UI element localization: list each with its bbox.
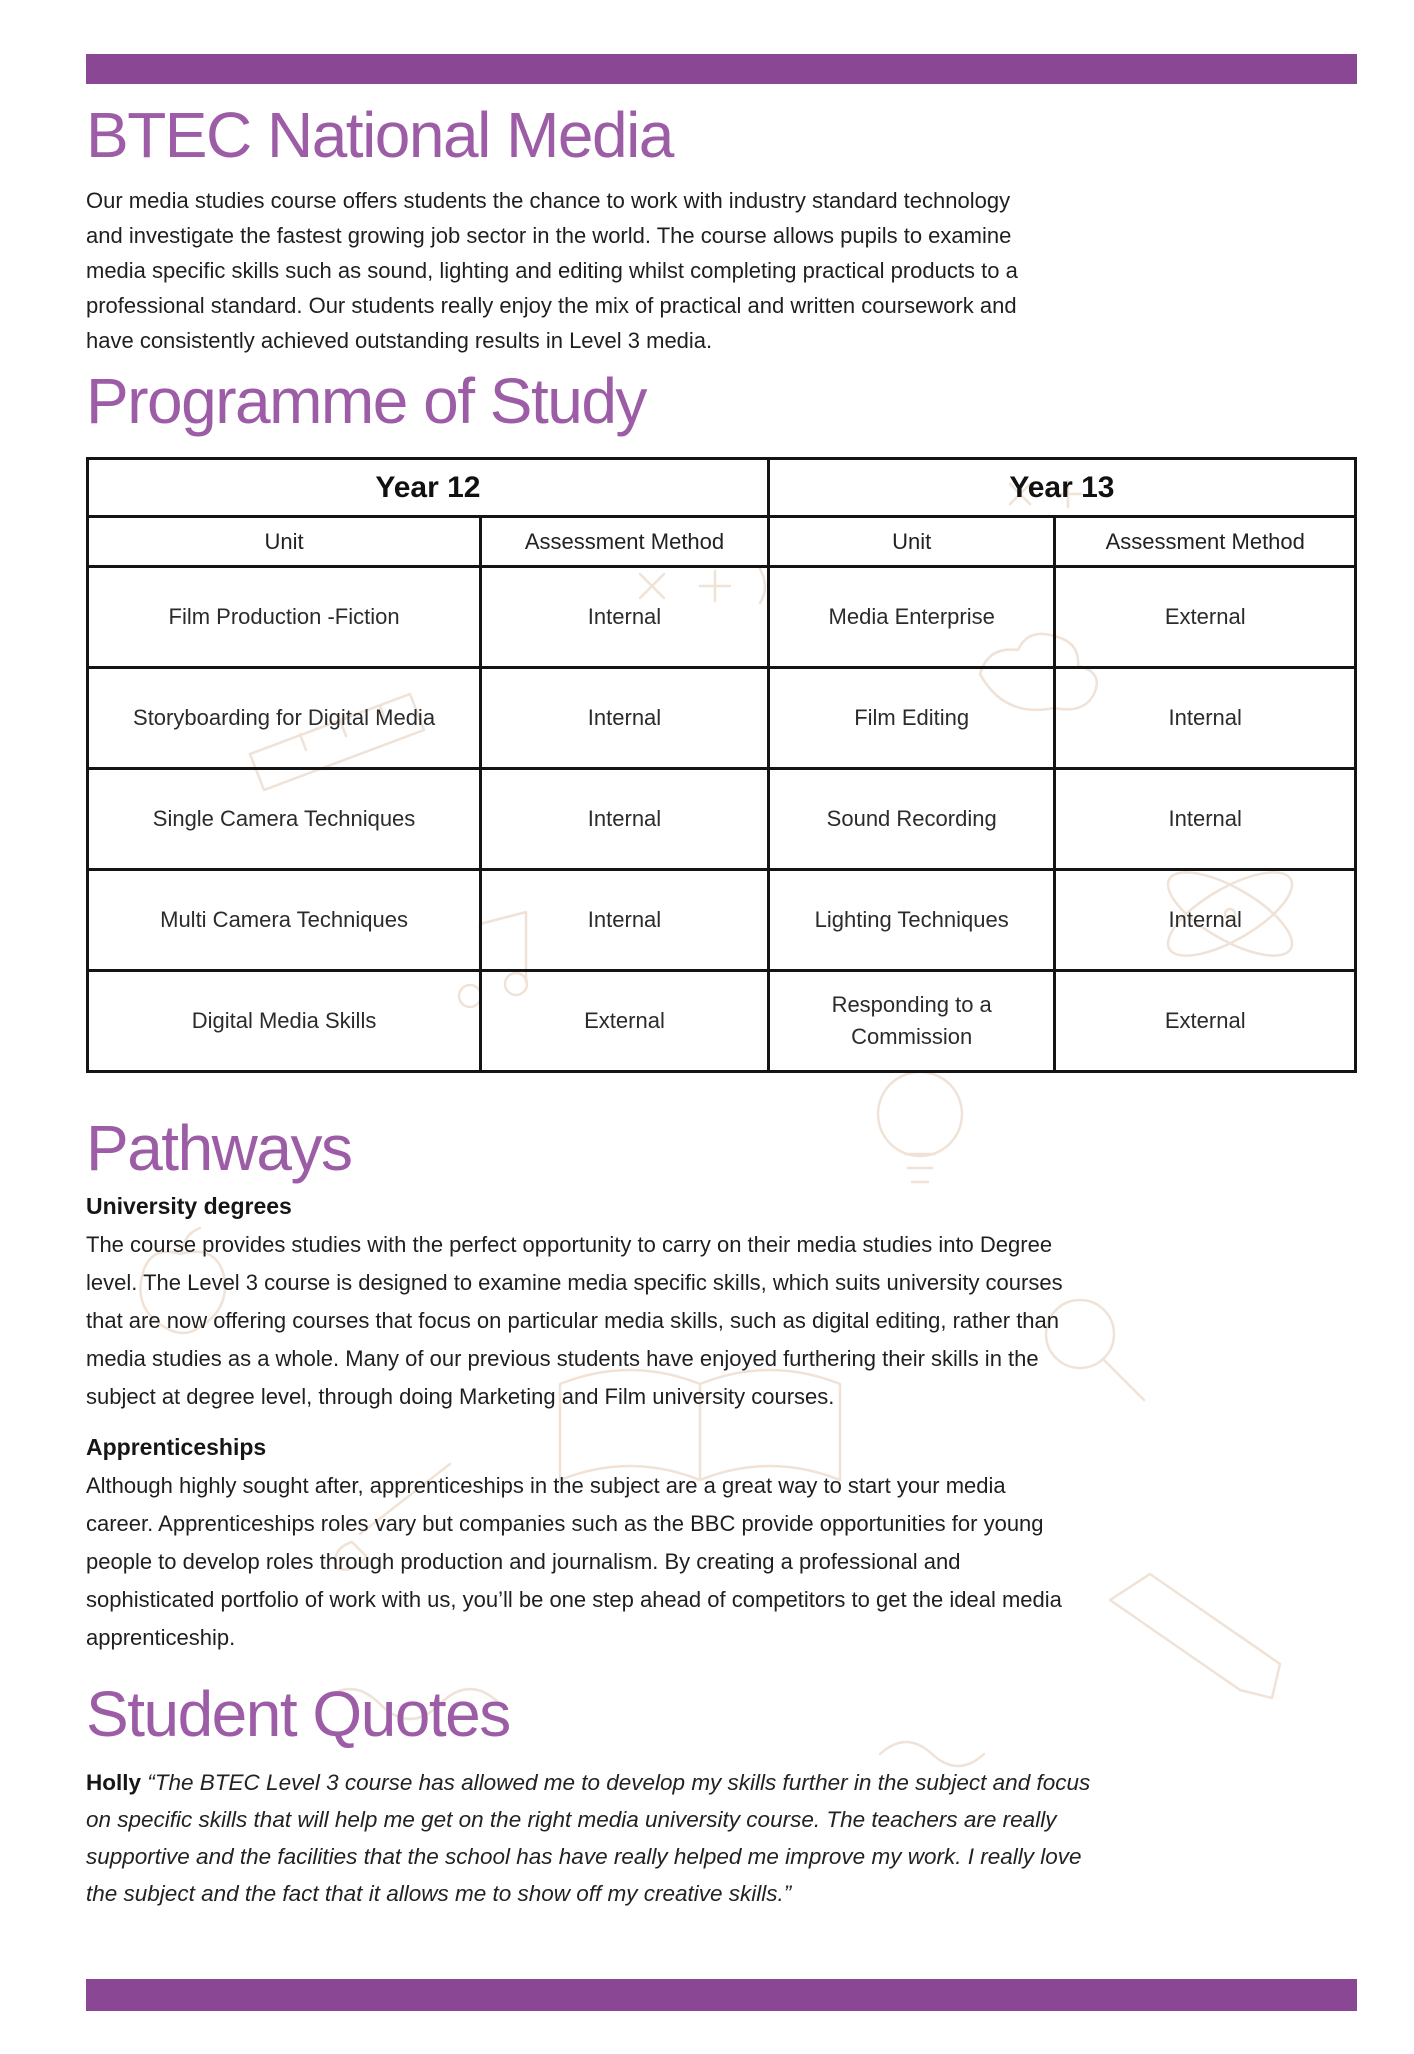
apprenticeships-subheading: Apprenticeships: [86, 1433, 267, 1460]
intro-paragraph: Our media studies course offers students the chance to work with industry standard technology and investigate the fastest growing job sector in the world. The course allows pupils to examine media specific skills such as sound, lighting and editing whilst completing practical products to a professional standard. Our students really enjoy the mix of practical and written coursework and have consistently achieved outstanding results in Level 3 media.: [86, 188, 1018, 354]
student-name: Holly: [86, 1769, 142, 1795]
university-degrees-subheading: University degrees: [86, 1192, 292, 1219]
cell-y12-unit: Digital Media Skills: [88, 971, 481, 1072]
apprenticeships-paragraph: Although highly sought after, apprenticeships in the subject are a great way to start your media career. Apprenticeships roles vary but companies such as the BBC provide opportunities for young people to develop roles through production and journalism. By creating a professional and sophisticated portfolio of work with us, you’ll be one step ahead of competitors to get the ideal media apprenticeship.: [86, 1472, 1062, 1650]
cell-y12-unit: Multi Camera Techniques: [88, 870, 481, 971]
table-row: [88, 668, 1356, 769]
bottom-accent-bar: [86, 1979, 1357, 2011]
table-row: [88, 769, 1356, 870]
top-accent-bar: [86, 54, 1357, 84]
cell-y13-unit: Responding to a Commission: [768, 971, 1055, 1072]
cell-y13-unit: Media Enterprise: [768, 567, 1055, 668]
year-header-row: [88, 459, 1356, 517]
cell-y12-unit: Storyboarding for Digital Media: [88, 668, 481, 769]
cell-y12-method: Internal: [481, 769, 769, 870]
pathways-heading: Pathways: [86, 1112, 352, 1185]
cell-y13-method: External: [1055, 567, 1356, 668]
cell-y13-method: Internal: [1055, 769, 1356, 870]
cell-y13-unit: Lighting Techniques: [768, 870, 1055, 971]
university-degrees-paragraph: The course provides studies with the perfect opportunity to carry on their media studies into Degree level. The Level 3 course is designed to examine media specific skills, which suits university courses that are now offering courses that focus on particular media skills, such as digital editing, rather than media studies as a whole. Many of our previous students have enjoyed furthering their skills in the subject at degree level, through doing Marketing and Film university courses.: [86, 1231, 1063, 1409]
cell-y13-unit: Film Editing: [768, 668, 1055, 769]
page-title: BTEC National Media: [86, 99, 673, 171]
cell-y12-method: Internal: [481, 668, 769, 769]
student-quotes-heading: Student Quotes: [86, 1677, 510, 1750]
student-quote-paragraph: [86, 1764, 1096, 1912]
cell-y12-method: External: [481, 971, 769, 1072]
programme-of-study-table: [86, 457, 1357, 1073]
y12-method-column-header: Assessment Method: [481, 517, 769, 567]
y13-unit-column-header: Unit: [768, 517, 1055, 567]
table-row: [88, 567, 1356, 668]
year-13-header: Year 13: [768, 459, 1355, 517]
cell-y12-method: Internal: [481, 870, 769, 971]
cell-y13-method: External: [1055, 971, 1356, 1072]
cell-y13-unit: Sound Recording: [768, 769, 1055, 870]
column-header-row: [88, 517, 1356, 567]
table-row: [88, 971, 1356, 1072]
y13-method-column-header: Assessment Method: [1055, 517, 1356, 567]
cell-y12-method: Internal: [481, 567, 769, 668]
programme-of-study-heading: Programme of Study: [86, 365, 646, 438]
student-quote-text: “The BTEC Level 3 course has allowed me to develop my skills further in the subject and focus on specific skills that will help me get on the right media university course. The teachers are really supportive and the facilities that the school has have really helped me improve my work. I really love the subject and the fact that it allows me to show off my creative skills.”: [86, 1769, 1091, 1906]
cell-y13-method: Internal: [1055, 668, 1356, 769]
document-page: [0, 54, 1414, 1912]
year-12-header: Year 12: [88, 459, 769, 517]
cell-y12-unit: Film Production -Fiction: [88, 567, 481, 668]
y12-unit-column-header: Unit: [88, 517, 481, 567]
cell-y12-unit: Single Camera Techniques: [88, 769, 481, 870]
cell-y13-method: Internal: [1055, 870, 1356, 971]
table-row: [88, 870, 1356, 971]
